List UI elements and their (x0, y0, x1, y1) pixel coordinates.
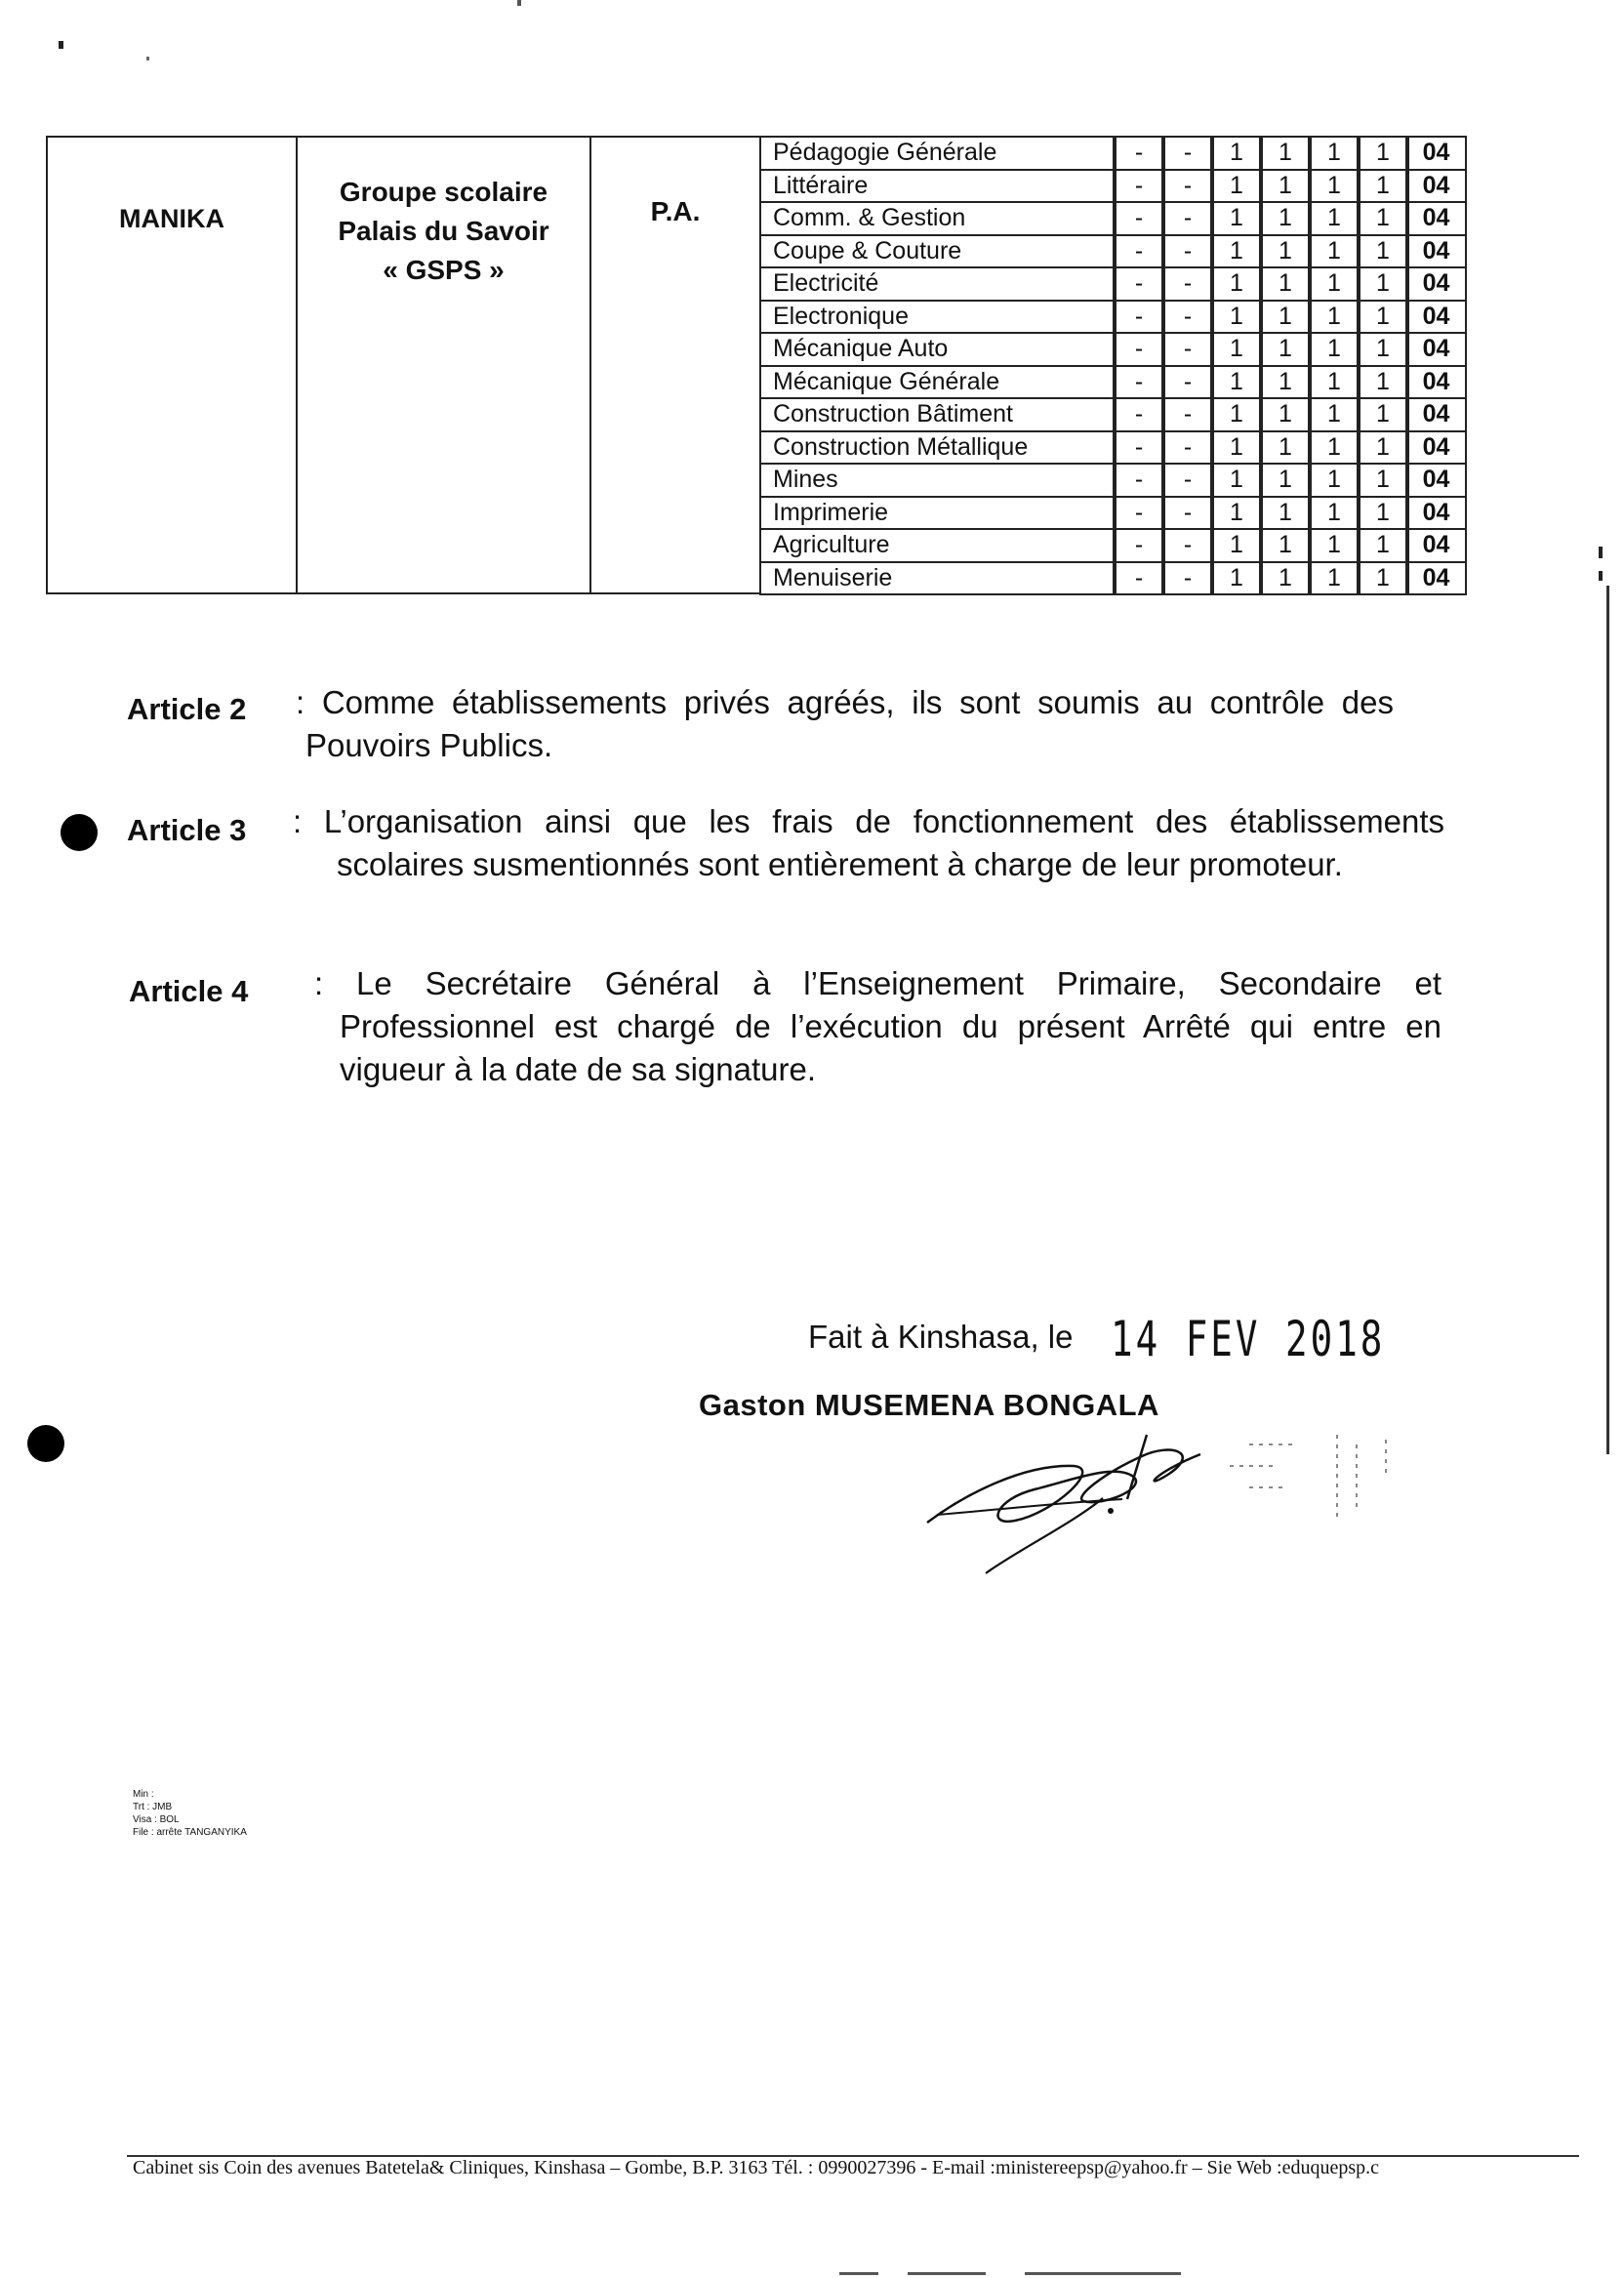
location-cell (46, 136, 298, 594)
article-label: Article 3 (127, 813, 247, 847)
class-count-cell: 1 (1259, 266, 1312, 302)
option-cell: Comm. & Gestion (759, 201, 1116, 236)
article-label: Article 2 (127, 692, 247, 726)
scan-mark (839, 2272, 878, 2275)
handwritten-date: 14 FEV 2018 (1111, 1311, 1386, 1367)
class-count-cell: 1 (1210, 561, 1263, 596)
schools-table (46, 136, 1465, 594)
class-count-cell: 1 (1210, 463, 1263, 498)
option-cell: Menuiserie (759, 561, 1116, 596)
class-count-cell: 1 (1357, 266, 1409, 302)
class-count-cell: - (1161, 397, 1214, 432)
option-cell: Mécanique Auto (759, 332, 1116, 367)
table-row (759, 430, 1465, 466)
table-row (759, 332, 1465, 367)
scan-mark (908, 2272, 986, 2275)
class-count-cell: - (1161, 496, 1214, 531)
table-row (759, 463, 1465, 498)
class-count-cell: - (1113, 496, 1165, 531)
table-row (759, 136, 1465, 171)
class-count-cell: 1 (1357, 201, 1409, 236)
class-count-cell: 1 (1357, 365, 1409, 400)
class-count-cell: - (1161, 561, 1214, 596)
type-cell (589, 136, 761, 594)
scan-mark (1025, 2272, 1181, 2275)
class-count-cell: 1 (1308, 266, 1360, 302)
class-count-cell: 1 (1308, 365, 1360, 400)
total-cell: 04 (1405, 136, 1467, 171)
class-count-cell: 1 (1308, 397, 1360, 432)
class-count-cell: 1 (1259, 397, 1312, 432)
punch-hole-dot (61, 814, 98, 851)
class-count-cell: - (1113, 528, 1165, 563)
total-cell: 04 (1405, 496, 1467, 531)
class-count-cell: 1 (1357, 496, 1409, 531)
scan-mark (1599, 547, 1603, 558)
class-count-cell: 1 (1308, 496, 1360, 531)
option-cell: Electronique (759, 300, 1116, 335)
class-count-cell: 1 (1308, 463, 1360, 498)
scan-mark (146, 57, 149, 61)
filing-line: Min : (133, 1789, 154, 1800)
scan-edge-line (1606, 586, 1609, 1454)
total-cell: 04 (1405, 169, 1467, 204)
class-count-cell: 1 (1357, 234, 1409, 269)
total-cell: 04 (1405, 528, 1467, 563)
punch-hole-dot (27, 1425, 64, 1462)
class-count-cell: 1 (1210, 365, 1263, 400)
class-count-cell: 1 (1210, 201, 1263, 236)
option-cell: Mécanique Générale (759, 365, 1116, 400)
class-count-cell: 1 (1259, 463, 1312, 498)
class-count-cell: - (1113, 430, 1165, 466)
filing-line: Visa : BOL (133, 1814, 180, 1825)
class-count-cell: 1 (1259, 528, 1312, 563)
class-count-cell: - (1113, 463, 1165, 498)
table-row (759, 300, 1465, 335)
table-row (759, 266, 1465, 302)
place-date-line: Fait à Kinshasa, le (808, 1319, 1074, 1355)
table-row (759, 201, 1465, 236)
school-cell (296, 136, 591, 594)
class-count-cell: - (1161, 136, 1214, 171)
school-name-line: Palais du Savoir (338, 216, 549, 246)
table-row (759, 169, 1465, 204)
option-cell: Coupe & Couture (759, 234, 1116, 269)
total-cell: 04 (1405, 365, 1467, 400)
total-cell: 04 (1405, 463, 1467, 498)
class-count-cell: - (1113, 234, 1165, 269)
class-count-cell: - (1113, 169, 1165, 204)
class-count-cell: - (1161, 528, 1214, 563)
school-type: P.A. (650, 196, 701, 226)
class-count-cell: - (1113, 365, 1165, 400)
class-count-cell: 1 (1210, 266, 1263, 302)
handwritten-signature (908, 1405, 1415, 1591)
class-count-cell: 1 (1308, 561, 1360, 596)
filing-line: Trt : JMB (133, 1802, 173, 1812)
table-row (759, 365, 1465, 400)
total-cell: 04 (1405, 397, 1467, 432)
class-count-cell: 1 (1259, 169, 1312, 204)
class-count-cell: 1 (1308, 136, 1360, 171)
class-count-cell: 1 (1308, 332, 1360, 367)
class-count-cell: - (1161, 169, 1214, 204)
class-count-cell: 1 (1210, 430, 1263, 466)
class-count-cell: - (1161, 332, 1214, 367)
options-grid (759, 136, 1465, 594)
class-count-cell: 1 (1357, 528, 1409, 563)
table-row (759, 496, 1465, 531)
option-cell: Littéraire (759, 169, 1116, 204)
total-cell: 04 (1405, 201, 1467, 236)
class-count-cell: - (1161, 234, 1214, 269)
class-count-cell: 1 (1210, 136, 1263, 171)
class-count-cell: - (1113, 397, 1165, 432)
scan-mark (1599, 571, 1603, 581)
filing-line: File : arrête TANGANYIKA (133, 1827, 247, 1838)
option-cell: Pédagogie Générale (759, 136, 1116, 171)
class-count-cell: 1 (1357, 463, 1409, 498)
class-count-cell: 1 (1210, 300, 1263, 335)
class-count-cell: 1 (1210, 528, 1263, 563)
class-count-cell: - (1113, 332, 1165, 367)
class-count-cell: 1 (1308, 300, 1360, 335)
class-count-cell: 1 (1259, 332, 1312, 367)
class-count-cell: - (1113, 561, 1165, 596)
class-count-cell: 1 (1210, 397, 1263, 432)
class-count-cell: 1 (1210, 332, 1263, 367)
total-cell: 04 (1405, 234, 1467, 269)
school-name-line: Groupe scolaire (339, 177, 548, 207)
class-count-cell: 1 (1357, 397, 1409, 432)
total-cell: 04 (1405, 561, 1467, 596)
class-count-cell: 1 (1357, 430, 1409, 466)
class-count-cell: 1 (1357, 561, 1409, 596)
class-count-cell: 1 (1259, 300, 1312, 335)
article-text: : L’organisation ainsi que les frais de fonctionnement des établissements scolaires susmentionnés sont entièrement à charge de leur promoteur. (293, 803, 1444, 882)
filing-info (133, 1788, 247, 1839)
school-name-line: « GSPS » (383, 255, 505, 285)
article-text: : Comme établissements privés agréés, ils sont soumis au contrôle des Pouvoirs Publics. (296, 684, 1394, 763)
option-cell: Mines (759, 463, 1116, 498)
article-label: Article 4 (129, 974, 249, 1008)
class-count-cell: 1 (1357, 169, 1409, 204)
table-row (759, 397, 1465, 432)
total-cell: 04 (1405, 430, 1467, 466)
option-cell: Agriculture (759, 528, 1116, 563)
footer-address: Cabinet sis Coin des avenues Batetela& Cliniques, Kinshasa – Gombe, B.P. 3163 Tél. : 0990027396 - E-mail :ministereepsp@yahoo.fr – Sie Web :eduquepsp.c (133, 2157, 1379, 2178)
class-count-cell: - (1161, 300, 1214, 335)
signatory-name: Gaston MUSEMENA BONGALA (699, 1388, 1159, 1422)
class-count-cell: 1 (1210, 496, 1263, 531)
total-cell: 04 (1405, 332, 1467, 367)
class-count-cell: 1 (1357, 136, 1409, 171)
class-count-cell: 1 (1308, 528, 1360, 563)
scan-mark (517, 0, 521, 6)
class-count-cell: - (1113, 266, 1165, 302)
table-row (759, 528, 1465, 563)
class-count-cell: - (1161, 266, 1214, 302)
class-count-cell: 1 (1259, 496, 1312, 531)
total-cell: 04 (1405, 266, 1467, 302)
option-cell: Imprimerie (759, 496, 1116, 531)
class-count-cell: - (1161, 201, 1214, 236)
class-count-cell: 1 (1308, 234, 1360, 269)
class-count-cell: 1 (1308, 201, 1360, 236)
class-count-cell: 1 (1308, 430, 1360, 466)
class-count-cell: - (1113, 201, 1165, 236)
class-count-cell: 1 (1357, 300, 1409, 335)
class-count-cell: 1 (1259, 561, 1312, 596)
class-count-cell: 1 (1259, 430, 1312, 466)
class-count-cell: - (1113, 300, 1165, 335)
class-count-cell: - (1161, 365, 1214, 400)
class-count-cell: 1 (1259, 365, 1312, 400)
scan-mark (59, 41, 63, 49)
total-cell: 04 (1405, 300, 1467, 335)
option-cell: Electricité (759, 266, 1116, 302)
class-count-cell: 1 (1210, 234, 1263, 269)
class-count-cell: - (1161, 463, 1214, 498)
class-count-cell: 1 (1259, 201, 1312, 236)
table-row (759, 234, 1465, 269)
class-count-cell: 1 (1259, 234, 1312, 269)
table-row (759, 561, 1465, 596)
class-count-cell: - (1113, 136, 1165, 171)
class-count-cell: 1 (1357, 332, 1409, 367)
class-count-cell: - (1161, 430, 1214, 466)
location-name: MANIKA (119, 204, 224, 233)
class-count-cell: 1 (1308, 169, 1360, 204)
article-text: : Le Secrétaire Général à l’Enseignement Primaire, Secondaire et Professionnel est chargé de l’exécution du présent Arrêté qui entre en vigueur à la date de sa signature. (314, 965, 1441, 1087)
class-count-cell: 1 (1259, 136, 1312, 171)
option-cell: Construction Bâtiment (759, 397, 1116, 432)
option-cell: Construction Métallique (759, 430, 1116, 466)
class-count-cell: 1 (1210, 169, 1263, 204)
